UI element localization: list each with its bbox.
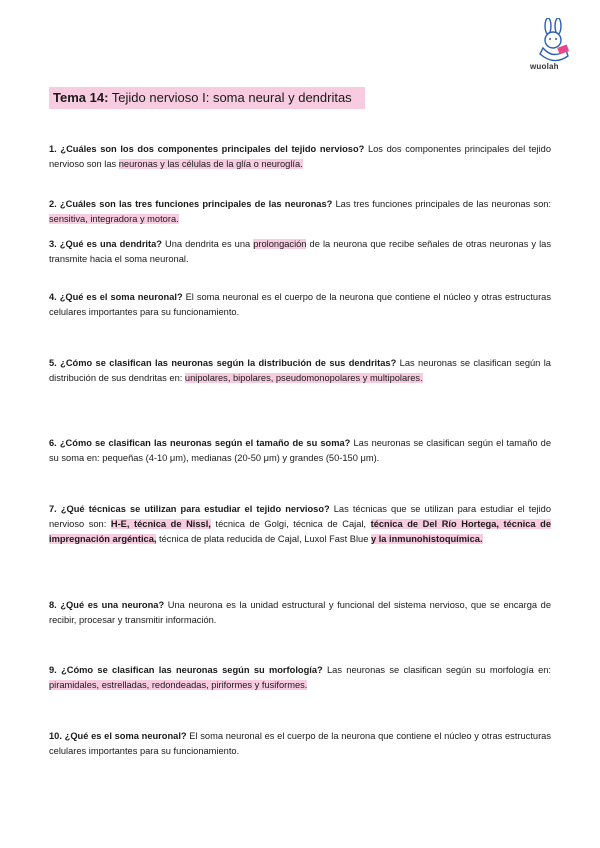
question-2: 2. ¿Cuáles son las tres funciones principales de las neuronas? Las tres funciones principales de las neuronas son: sensitiva, integradora y motora.	[49, 199, 551, 224]
title-text: Tejido nervioso I: soma neural y dendritas	[108, 90, 352, 105]
question-10: 10. ¿Qué es el soma neuronal? El soma neuronal es el cuerpo de la neurona que contiene el núcleo y otras estructuras celulares importantes para su funcionamiento.	[49, 731, 551, 756]
page-title	[49, 87, 365, 109]
question-3: 3. ¿Qué es una dendrita? Una dendrita es una prolongación de la neurona que recibe señales de otras neuronas y las transmite hacia el soma neuronal.	[49, 239, 551, 264]
question-1: 1. ¿Cuáles son los dos componentes principales del tejido nervioso? Los dos componentes principales del tejido nervioso son las neuronas y las células de la glía o neuroglía.	[49, 144, 551, 169]
question-4: 4. ¿Qué es el soma neuronal? El soma neuronal es el cuerpo de la neurona que contiene el núcleo y otras estructuras celulares importantes para su funcionamiento.	[49, 292, 551, 317]
question-5: 5. ¿Cómo se clasifican las neuronas según la distribución de sus dendritas? Las neuronas se clasifican según la distribución de sus dendritas en: unipolares, bipolares, pseudomonopolares y multipolares.	[49, 358, 551, 383]
title-label: Tema 14:	[53, 90, 109, 105]
question-6: 6. ¿Cómo se clasifican las neuronas según el tamaño de su soma? Las neuronas se clasifican según el tamaño de su soma en: pequeñas (4-10 μm), medianas (20-50 μm) y grandes (50-150 μm).	[49, 438, 551, 463]
question-8: 8. ¿Qué es una neurona? Una neurona es la unidad estructural y funcional del sistema nervioso, que se encarga de recibir, procesar y transmitir información.	[49, 600, 551, 625]
question-9: 9. ¿Cómo se clasifican las neuronas según su morfología? Las neuronas se clasifican según su morfología en: piramidales, estrelladas, redondeadas, piriformes y fusiformes.	[49, 665, 551, 690]
question-7: 7. ¿Qué técnicas se utilizan para estudiar el tejido nervioso? Las técnicas que se utilizan para estudiar el tejido nervioso son: H-E, técnica de Nissl, técnica de Golgi, técnica de Cajal, técnica de Del Río Hortega, técnica de impregnación argéntica, técnica de plata reducida de Cajal, Luxol Fast Blue y la inmunohistoquímica.	[49, 504, 552, 544]
brand-name: wuolah	[530, 62, 559, 71]
